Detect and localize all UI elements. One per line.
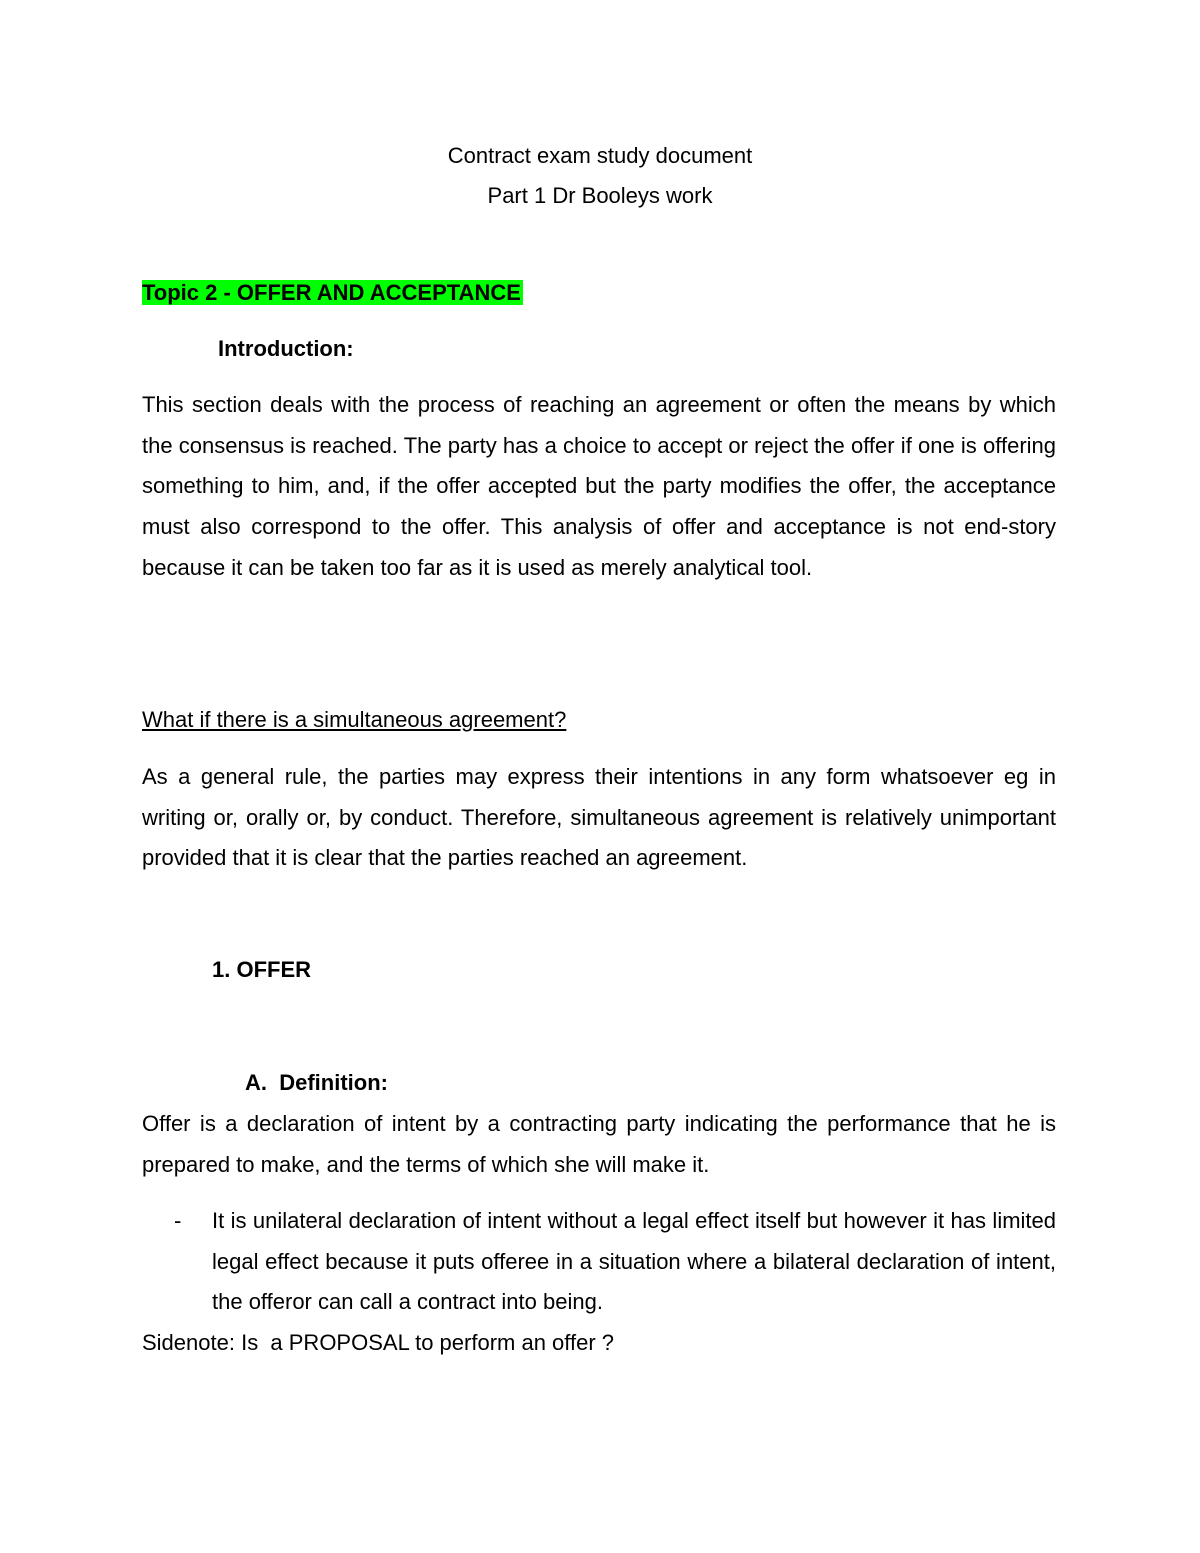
simultaneous-agreement-paragraph: As a general rule, the parties may express their intentions in any form whatsoever eg in writing or, orally or, by conduct. Therefore, simultaneous agreement is relatively unimportant provided that it is clear that the parties reached an agreement.: [142, 764, 1056, 871]
introduction-paragraph: This section deals with the process of reaching an agreement or often the means by which the consensus is reached. The party has a choice to accept or reject the offer if one is offering something to him, and, if the offer accepted but the party modifies the offer, the acceptance must also correspond to the offer. This analysis of offer and acceptance is not end-story because it can be taken too far as it is used as merely analytical tool.: [142, 392, 1056, 580]
document-title: Contract exam study document: [447, 143, 753, 168]
bullet-marker: -: [174, 1208, 182, 1233]
document-subtitle: Part 1 Dr Booleys work: [487, 183, 713, 208]
simultaneous-agreement-heading: What if there is a simultaneous agreement?: [142, 707, 567, 732]
bullet-item: It is unilateral declaration of intent without a legal effect itself but however it has limited legal effect because it puts offeree in a situation where a bilateral declaration of intent, the offeror can call a contract into being.: [212, 1208, 1056, 1315]
sidenote: Sidenote: Is a PROPOSAL to perform an offer ?: [142, 1330, 615, 1355]
definition-heading: A. Definition:: [245, 1070, 388, 1095]
topic-heading: [142, 273, 523, 314]
topic-heading-highlight: Topic 2 - OFFER AND ACCEPTANCE: [142, 280, 521, 305]
definition-paragraph: Offer is a declaration of intent by a contracting party indicating the performance that he is prepared to make, and the terms of which she will make it.: [142, 1111, 1056, 1177]
introduction-heading: Introduction:: [218, 336, 354, 361]
offer-heading: 1. OFFER: [212, 957, 312, 982]
